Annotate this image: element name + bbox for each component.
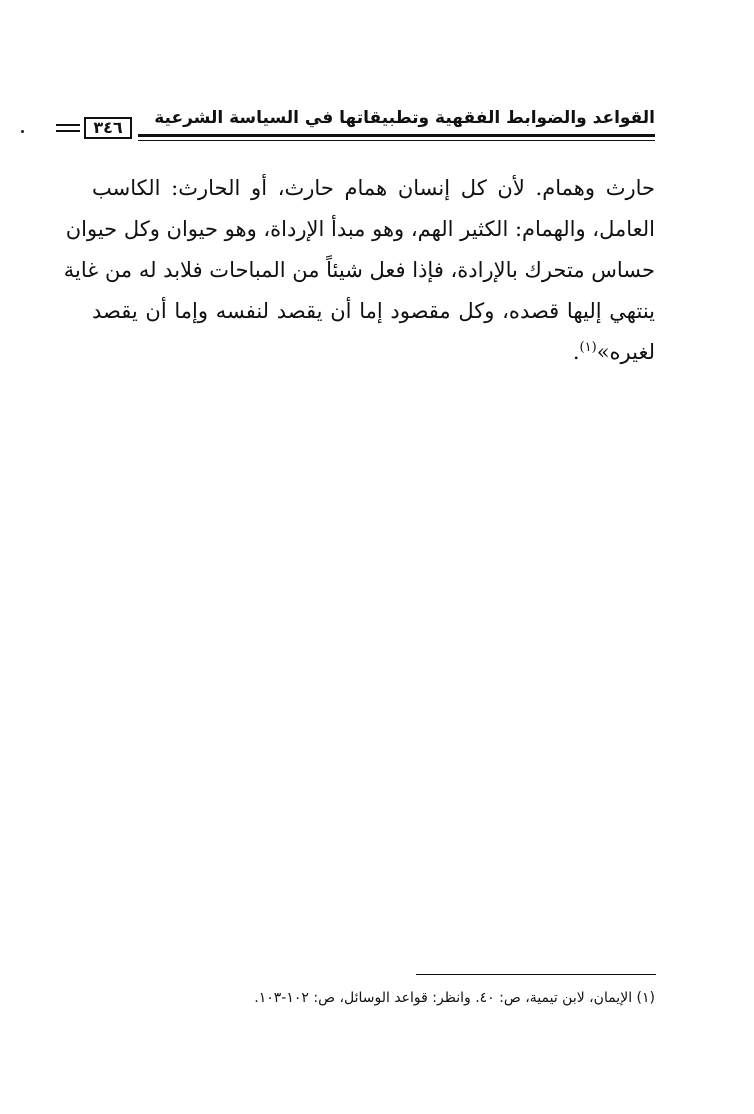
body-line: حساس متحرك بالإرادة، فإذا فعل شيئاً من المباحات فلابد له من غاية [63,258,655,282]
footnote-separator [416,974,656,975]
body-line-text: لغيره» [596,340,655,364]
header-dash-ornament [56,130,80,132]
header-rule-thick [138,134,655,137]
body-line: حارث وهمام. لأن كل إنسان همام حارث، أو الحارث: الكاسب [92,176,655,200]
stray-dot [21,130,24,133]
body-line: العامل، والهمام: الكثير الهم، وهو مبدأ الإرداة، وهو حيوان وكل حيوان [65,217,655,241]
body-line: ينتهي إليها قصده، وكل مقصود إما أن يقصد لنفسه وإما أن يقصد [92,299,655,323]
body-paragraph [63,168,655,373]
footnote: (١) الإيمان، لابن تيمية، ص: ٤٠. وانظر: قواعد الوسائل، ص: ١٠٢-١٠٣. [254,990,655,1006]
footnote-reference: (١) [579,340,597,355]
page-header [80,104,655,148]
final-period: . [572,340,580,364]
header-dash-ornament [56,124,80,126]
body-line-last [92,332,655,373]
running-title: القواعد والضوابط الفقهية وتطبيقاتها في السياسة الشرعية [154,108,655,128]
header-rule-thin [138,140,655,141]
page-number: ٣٤٦ [84,117,132,139]
